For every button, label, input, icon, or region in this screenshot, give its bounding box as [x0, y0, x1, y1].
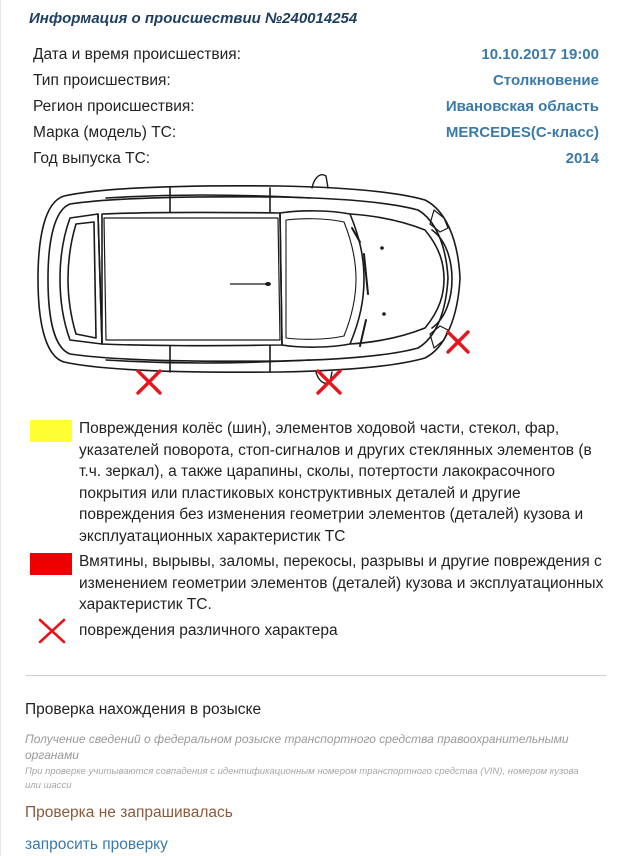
legend-yellow-text: Повреждения колёс (шин), элементов ходовой части, стекол, фар, указателей поворота, стоп-сигналов и других стеклянных элементов (в т.ч. зеркал), а также царапины, сколы, потертости лакокрасочного покрытия или пластиковых конструктивных деталей и другие повреждения без изменения геометрии элементов (деталей) кузова и эксплуатационных характеристик ТС	[79, 420, 592, 545]
info-label: Год выпуска ТС:	[33, 150, 151, 167]
left-border	[0, 0, 1, 856]
yellow-swatch	[30, 420, 72, 442]
info-value: MERCEDES(C-класс)	[445, 124, 599, 141]
info-row-date	[33, 46, 599, 68]
wanted-check-note: При проверке учитываются совпадения с идентификационным номером транспортного средства (VIN), номером кузова или шасси	[25, 766, 579, 791]
wanted-check-status: Проверка не запрашивалась	[25, 804, 233, 821]
info-value: 2014	[565, 150, 599, 167]
page-title: Информация о происшествии №240014254	[29, 10, 358, 27]
info-row-type	[33, 72, 599, 94]
info-row-model	[33, 124, 599, 146]
info-label: Регион происшествия:	[33, 98, 195, 115]
red-cross-icon	[38, 618, 66, 644]
info-value: Ивановская область	[445, 98, 599, 115]
wanted-check-description: Получение сведений о федеральном розыске транспортного средства правоохранительными органами	[25, 732, 569, 762]
info-value: Столкновение	[492, 72, 599, 89]
section-divider	[26, 675, 606, 676]
info-value: 10.10.2017 19:00	[481, 46, 599, 63]
info-label: Дата и время происшествия:	[33, 46, 241, 63]
legend-cross-text: повреждения различного характера	[79, 622, 338, 639]
legend-red-text: Вмятины, вырывы, заломы, перекосы, разрывы и другие повреждения с изменением геометрии элементов (деталей) кузова и эксплуатационных характеристик ТС.	[79, 553, 604, 613]
wanted-check-title: Проверка нахождения в розыске	[25, 701, 262, 718]
red-swatch	[30, 553, 72, 575]
info-row-region	[33, 98, 599, 120]
info-label: Тип происшествия:	[33, 72, 171, 89]
info-label: Марка (модель) ТС:	[33, 124, 177, 141]
car-top-view-diagram	[30, 168, 470, 398]
request-check-link[interactable]: запросить проверку	[25, 836, 168, 853]
